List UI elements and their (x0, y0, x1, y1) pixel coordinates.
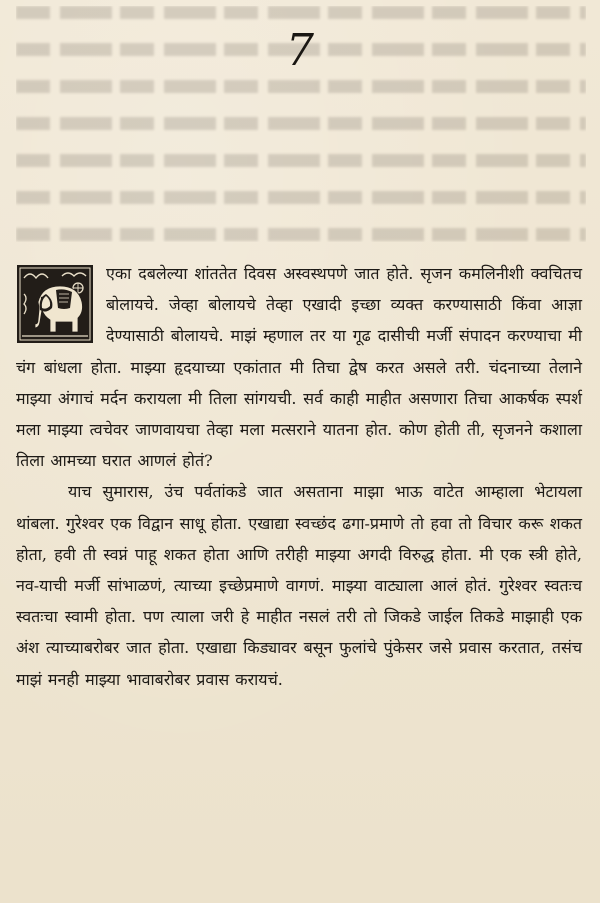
paragraph-1-text: एका दबलेल्या शांततेत दिवस अस्वस्थपणे जात होते. सृजन कमलिनीशी क्वचितच बोलायचे. जेव्हा बोलायचे तेव्हा एखादी इच्छा व्यक्त करण्यासाठी किंवा आज्ञा देण्यासाठी बोलायचे. माझं म्हणाल तर या गूढ दासीची मर्जी संपादन करण्याचा मी चंग बांधला होता. माझ्या हृदयाच्या एकांतात मी तिचा द्वेष करत असले तरी. चंदनाच्या तेलाने माझ्या अंगाचं मर्दन करायला मी तिला सांगयची. सर्व काही माहीत असणारा तिचा आकर्षक स्पर्श मला माझ्या त्वचेवर जाणवायचा तेव्हा मला मत्सराने यातना होत. कोण होती ती, सृजनने कशाला तिला आमच्या घरात आणलं होतं? (16, 264, 582, 471)
paragraph-1 (16, 258, 582, 476)
paragraph-2: याच सुमारास, उंच पर्वतांकडे जात असताना माझा भाऊ वाटेत आम्हाला भेटायला थांबला. गुरेश्वर एक विद्वान साधू होता. एखाद्या स्वच्छंद ढगा-प्रमाणे तो हवा तो विचार करू शकत होता, हवी ती स्वप्नं पाहू शकत होता आणि तरीही माझ्या अगदी विरुद्ध होता. मी एक स्त्री होते, नव-याची मर्जी सांभाळणं, त्याच्या इच्छेप्रमाणे वागणं. माझ्या वाट्याला आलं होतं. गुरेश्वर स्वतःच स्वतःचा स्वामी होता. पण त्याला जरी हे माहीत नसलं तरी तो जिकडे जाईल तिकडे माझाही एक अंश त्याच्याबरोबर जात होता. एखाद्या किड्यावर बसून फुलांचे पुंकेसर जसे प्रवास करतात, तसंच माझं मनही माझ्या भावाबरोबर प्रवास करायचं. (16, 482, 582, 689)
elephant-ornament-icon (16, 264, 94, 344)
chapter-number: 7 (286, 25, 314, 76)
chapter-text (16, 258, 582, 695)
